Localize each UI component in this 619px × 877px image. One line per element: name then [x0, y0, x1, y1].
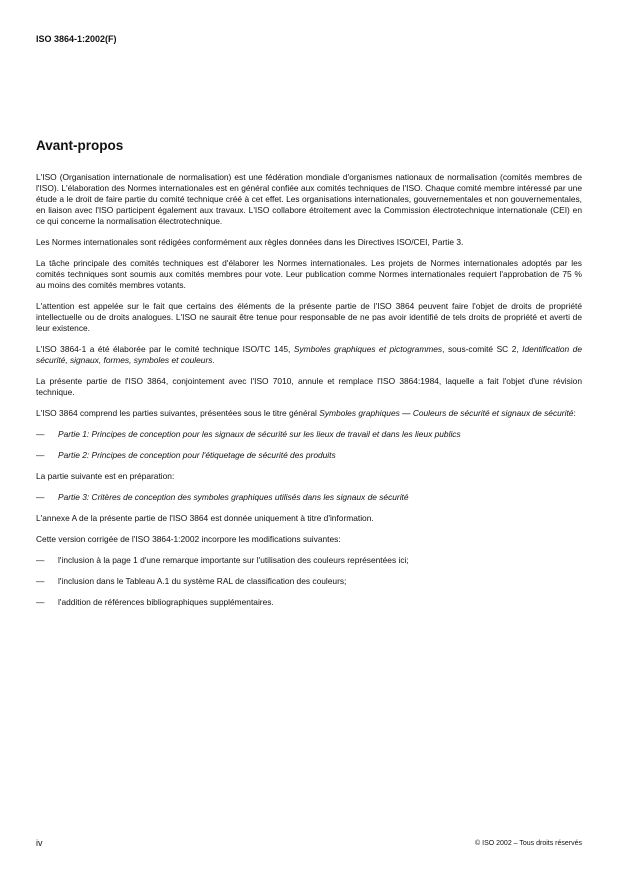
document-body [36, 172, 582, 618]
dash: — [36, 576, 45, 586]
general-title: Symboles graphiques — Couleurs de sécurité et signaux de sécurité [319, 408, 574, 418]
text: : [573, 408, 576, 418]
dash: — [36, 555, 45, 565]
text: L'ISO 3864 comprend les parties suivantes, présentées sous le titre général [36, 408, 320, 418]
paragraph: Les Normes internationales sont rédigées conformément aux règles données dans les Directives ISO/CEI, Partie 3. [36, 237, 464, 247]
paragraph: L'annexe A de la présente partie de l'ISO 3864 est donnée uniquement à titre d'information. [36, 513, 374, 523]
paragraph: La tâche principale des comités techniques est d'élaborer les Normes internationales. Les projets de Normes internationales adoptés par les comités techniques sont soumis aux comités membres pour vote. Leur publication comme Normes internationales requiert l'approbation de 75 % au moins des comités membres votants. [36, 258, 582, 290]
committee-title: Symboles graphiques et pictogrammes [293, 344, 443, 354]
text: . [212, 355, 215, 365]
text: , sous-comité SC 2, [442, 344, 523, 354]
copyright: © ISO 2002 – Tous droits réservés [475, 840, 582, 847]
part-title: Partie 1: Principes de conception pour les signaux de sécurité sur les lieux de travail et dans les lieux publics [58, 429, 461, 439]
part-title: Partie 3: Critères de conception des symboles graphiques utilisés dans les signaux de sécurité [58, 492, 409, 502]
subcommittee-title: Identification de sécurité, signaux, formes, symboles et couleurs [36, 344, 582, 365]
list-item [36, 555, 582, 566]
paragraph: La présente partie de l'ISO 3864, conjointement avec l'ISO 7010, annule et remplace l'ISO 3864:1984, laquelle a fait l'objet d'une révision technique. [36, 376, 582, 397]
page-number: iv [36, 838, 43, 848]
list-item [36, 429, 582, 440]
dash: — [36, 450, 45, 460]
document-header: ISO 3864-1:2002(F) [36, 34, 117, 44]
paragraph: La partie suivante est en préparation: [36, 471, 175, 481]
dash: — [36, 492, 45, 502]
dash: — [36, 429, 45, 439]
change-item: l'addition de références bibliographiques supplémentaires. [58, 597, 274, 607]
list-item [36, 450, 582, 461]
page-title: Avant-propos [36, 138, 124, 153]
paragraph: Cette version corrigée de l'ISO 3864-1:2002 incorpore les modifications suivantes: [36, 534, 341, 544]
list-item [36, 492, 582, 503]
list-item [36, 597, 582, 608]
paragraph: L'ISO (Organisation internationale de normalisation) est une fédération mondiale d'organismes nationaux de normalisation (comités membres de l'ISO). L'élaboration des Normes internationales est en général confiée aux comités techniques de l'ISO. Chaque comité membre intéressé par une étude a le droit de faire partie du comité technique créé à cet effet. Les organisations internationales, gouvernementales et non gouvernementales, en liaison avec l'ISO participent également aux travaux. L'ISO collabore étroitement avec la Commission électrotechnique internationale (CEI) en ce qui concerne la normalisation électrotechnique. [36, 172, 582, 226]
paragraph [36, 344, 582, 366]
text: L'ISO 3864-1 a été élaborée par le comité technique ISO/TC 145, [36, 344, 294, 354]
paragraph: L'attention est appelée sur le fait que certains des éléments de la présente partie de l'ISO 3864 peuvent faire l'objet de droits de propriété intellectuelle ou de droits analogues. L'ISO ne saurait être tenue pour responsable de ne pas avoir identifié de tels droits de propriété et averti de leur existence. [36, 301, 582, 333]
change-item: l'inclusion dans le Tableau A.1 du système RAL de classification des couleurs; [58, 576, 347, 586]
paragraph [36, 408, 582, 419]
change-item: l'inclusion à la page 1 d'une remarque importante sur l'utilisation des couleurs représentées ici; [58, 555, 409, 565]
part-title: Partie 2: Principes de conception pour l'étiquetage de sécurité des produits [58, 450, 336, 460]
list-item [36, 576, 582, 587]
dash: — [36, 597, 45, 607]
